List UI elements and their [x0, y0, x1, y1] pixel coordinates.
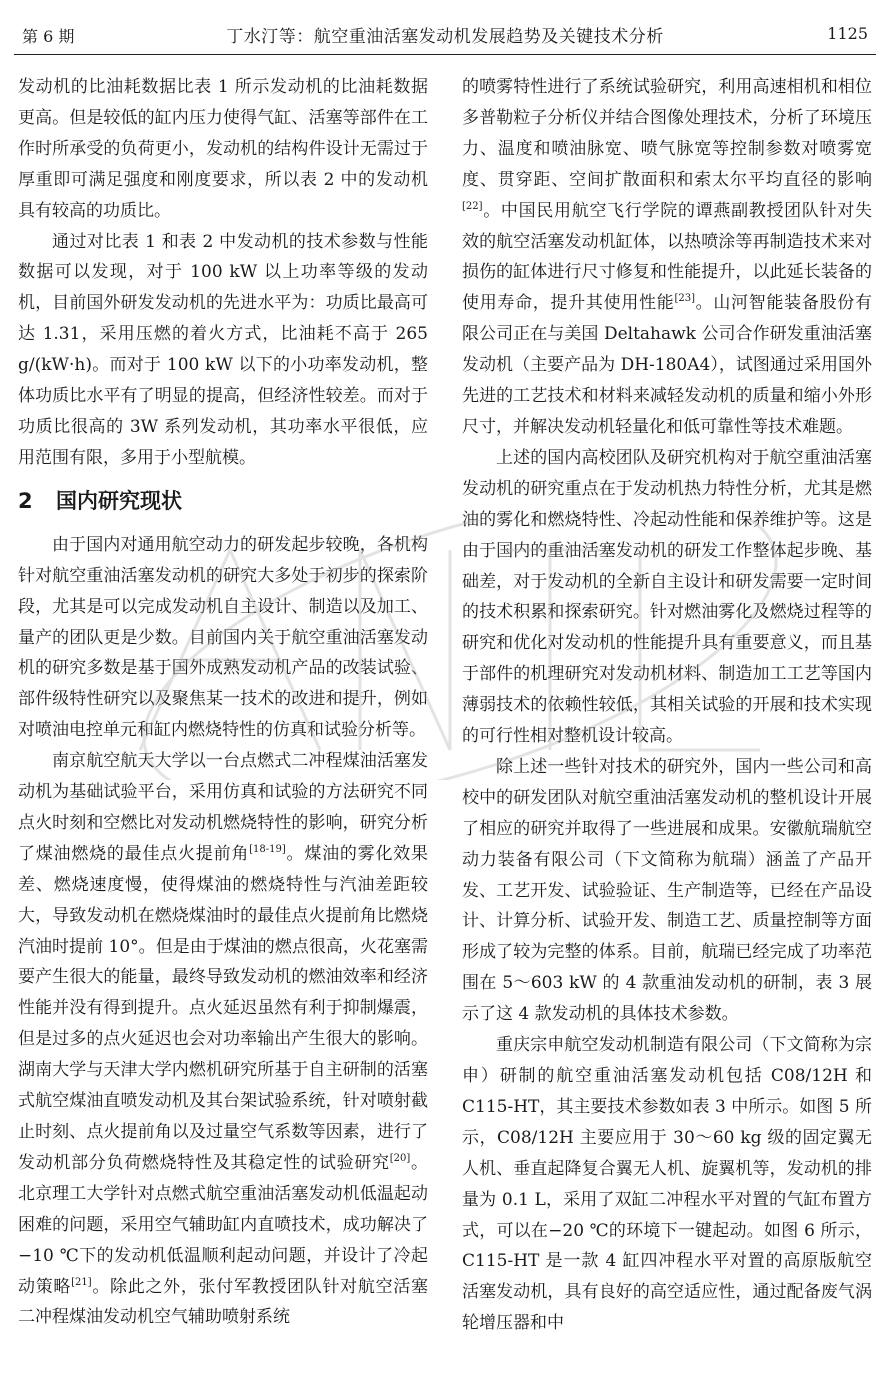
paragraph-text: 。山河智能装备股份有限公司正在与美国 Deltahawk 公司合作研发重油活塞发动机（主要产品为 DH-180A4），试图通过采用国外先进的工艺技术和材料来减轻发动机的质量和缩小外形尺寸，并解决发动机轻量化和低可靠性等技术难题。 — [462, 293, 872, 437]
paragraph-text: 。中国民用航空飞行学院的谭燕副教授团队针对失效的航空活塞发动机缸体，以热喷涂等再制造技术来对损伤的缸体进行尺寸修复和性能提升，以此延长装备的使用寿命，提升其使用性能 — [462, 200, 872, 314]
paragraph — [462, 72, 872, 443]
issue-number: 第 6 期 — [22, 27, 75, 46]
running-title: 丁水汀等：航空重油活塞发动机发展趋势及关键技术分析 — [226, 27, 664, 47]
paragraph: 由于国内对通用航空动力的研发起步较晚，各机构针对航空重油活塞发动机的研究大多处于初步的探索阶段，尤其是可以完成发动机自主设计、制造以及加工、量产的团队更是少数。目前国内关于航空重油活塞发动机的研究多数是基于国外成熟发动机产品的改装试验、部件级特性研究以及聚焦某一技术的改进和提升，例如对喷油电控单元和缸内燃烧特性的仿真和试验分析等。 — [18, 534, 428, 741]
citation: [21] — [71, 1276, 92, 1288]
paragraph: 通过对比表 1 和表 2 中发动机的技术参数与性能数据可以发现，对于 100 kW 以上功率等级的发动机，目前国外研发发动机的先进水平为：功质比最高可达 1.31，采用压燃的着火方式，比油耗不高于 265 g/(kW·h)。而对于 100 kW 以下的小功率发动机，整体功质比水平有了明显的提高，但经济性较差。而对于功质比很高的 3W 系列发动机，其功率水平很低，应用范围有限，多用于小型航模。 — [18, 231, 428, 468]
citation: [20] — [389, 1152, 411, 1164]
right-column — [462, 72, 872, 1339]
header-rule — [14, 54, 876, 55]
paragraph-text: 。除此之外，张付军教授团队针对航空活塞二冲程煤油发动机空气辅助喷射系统 — [18, 1276, 428, 1328]
section-title: 国内研究现状 — [56, 488, 182, 513]
left-column — [18, 72, 428, 1333]
paragraph-text: 。煤油的雾化效果差、燃烧速度慢，使得煤油的燃烧特性与汽油差距较大，导致发动机在燃烧煤油时的最佳点火提前角比燃烧汽油时提前 10°。但是由于煤油的燃点很高，火花塞需要产生很大的能量，最终导致发动机的燃油效率和经济性能并没有得到提升。点火延迟虽然有利于抑制爆震，但是过多的点火延迟也会对功率输出产生很大的影响。湖南大学与天津大学内燃机研究所基于自主研制的活塞式航空煤油直喷发动机及其台架试验系统，针对喷射截止时刻、点火提前角以及过量空气系数等因素，进行了发动机部分负荷燃烧特性及其稳定性的试验研究 — [18, 843, 429, 1173]
page-number: 1125 — [827, 24, 868, 43]
paragraph-text: 。北京理工大学针对点燃式航空重油活塞发动机低温起动困难的问题，采用空气辅助缸内直喷技术，成功解决了−10 ℃下的发动机低温顺利起动问题，并设计了冷起动策略 — [18, 1152, 428, 1297]
citation: [18-19] — [249, 843, 286, 855]
paragraph-text: 的喷雾特性进行了系统试验研究，利用高速相机和相位多普勒粒子分析仪并结合图像处理技术，分析了环境压力、温度和喷油脉宽、喷气脉宽等控制参数对喷雾宽度、贯穿距、空间扩散面积和索太尔平均直径的影响 — [462, 77, 872, 190]
paragraph: 除上述一些针对技术的研究外，国内一些公司和高校中的研发团队对航空重油活塞发动机的整机设计开展了相应的研究并取得了一些进展和成果。安徽航瑞航空动力装备有限公司（下文简称为航瑞）涵盖了产品开发、工艺开发、试验验证、生产制造等，已经在产品设计、计算分析、试验开发、制造工艺、质量控制等方面形成了较为完整的体系。目前，航瑞已经完成了功率范围在 5～603 kW 的 4 款重油发动机的研制，表 3 展示了这 4 款发动机的具体技术参数。 — [462, 756, 872, 1025]
running-header — [14, 18, 876, 48]
paragraph: 重庆宗申航空发动机制造有限公司（下文简称为宗申）研制的航空重油活塞发动机包括 C08/12H 和 C115-HT，其主要技术参数如表 3 中所示。如图 5 所示，C08/12H 主要应用于 30～60 kg 级的固定翼无人机、垂直起降复合翼无人机、旋翼机等，发动机的排量为 0.1 L，采用了双缸二冲程水平对置的气缸布置方式，可以在−20 ℃的环境下一键起动。如图 6 所示，C115-HT 是一款 4 缸四冲程水平对置的高原版航空活塞发动机，具有良好的高空适应性，通过配备废气涡轮增压器和中 — [462, 1035, 872, 1334]
paragraph: 发动机的比油耗数据比表 1 所示发动机的比油耗数据更高。但是较低的缸内压力使得气缸、活塞等部件在工作时所承受的负荷更小，发动机的结构件设计无需过于厚重即可满足强度和刚度要求，所以表 2 中的发动机具有较高的功质比。 — [18, 77, 428, 221]
section-heading — [18, 484, 428, 518]
citation: [22] — [462, 200, 483, 212]
paragraph — [18, 746, 428, 1333]
paragraph: 上述的国内高校团队及研究机构对于航空重油活塞发动机的研究重点在于发动机热力特性分析，尤其是燃油的雾化和燃烧特性、冷起动性能和保养维护等。这是由于国内的重油活塞发动机的研发工作整体起步晚、基础差，对于发动机的全新自主设计和研发需要一定时间的技术积累和探索研究。针对燃油雾化及燃烧过程等的研究和优化对发动机的性能提升具有重要意义，而且基于部件的机理研究对发动机材料、制造加工工艺等国内薄弱技术的依赖性较低，其相关试验的开展和技术实现的可行性相对整机设计较高。 — [462, 447, 872, 747]
section-number: 2 — [18, 488, 33, 513]
citation: [23] — [674, 293, 695, 305]
paragraph-text: 南京航空航天大学以一台点燃式二冲程煤油活塞发动机为基础试验平台，采用仿真和试验的方法研究不同点火时刻和空燃比对发动机燃烧特性的影响，研究分析了煤油燃烧的最佳点火提前角 — [18, 751, 428, 864]
